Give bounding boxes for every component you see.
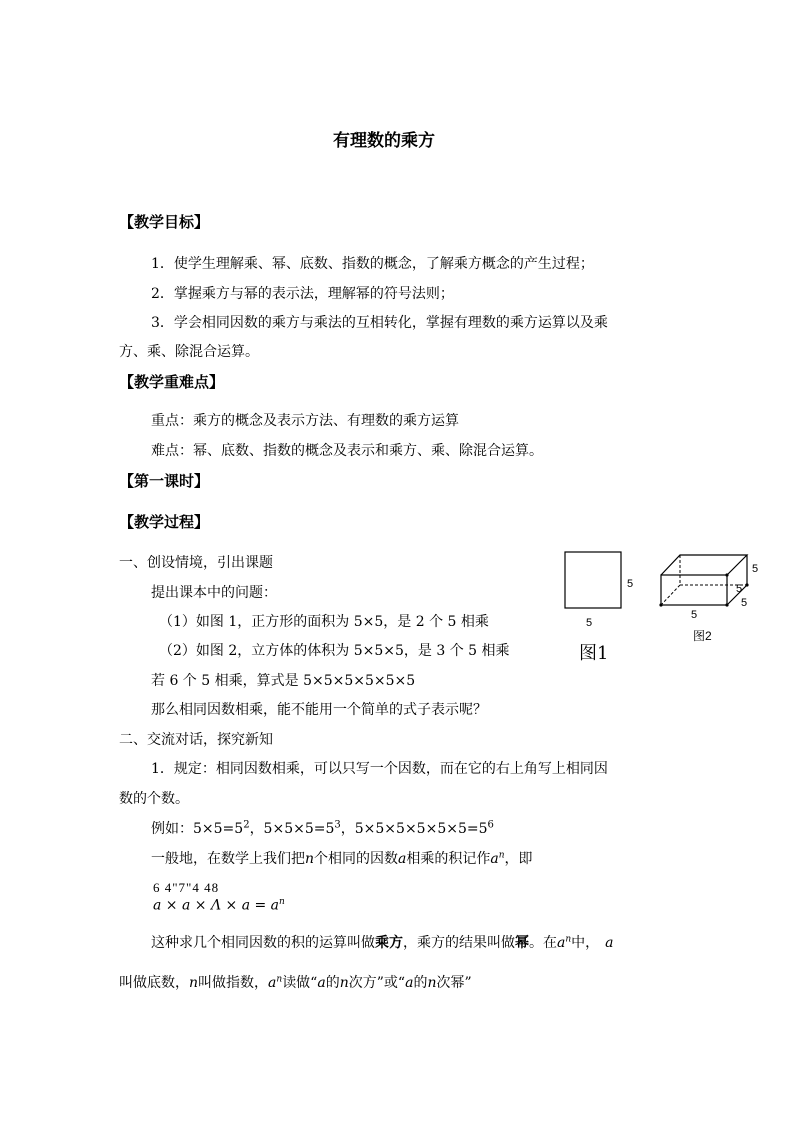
formula-expression: a × a × Λ × a = a bbox=[153, 897, 280, 914]
definition-line-1 bbox=[151, 932, 614, 952]
general-an-exponent: n bbox=[498, 850, 505, 861]
def2-text-1: 叫做底数， bbox=[119, 975, 189, 991]
def2-text-4: 的 bbox=[325, 975, 340, 991]
box-top-edge bbox=[661, 555, 747, 575]
box-corner-dot bbox=[659, 603, 662, 606]
example-prefix: 例如： bbox=[151, 821, 193, 837]
fig1-caption: 图1 bbox=[579, 643, 609, 664]
rule-line-1: 1．规定：相同因数相乘，可以只写一个因数，而在它的右上角写上相同因 bbox=[151, 761, 608, 777]
formula-main bbox=[153, 897, 285, 914]
box-front-face bbox=[661, 575, 727, 605]
fig1-side-label: 5 bbox=[627, 578, 634, 590]
example-1: 5×5=5 bbox=[193, 821, 244, 837]
process-heading: 【教学过程】 bbox=[119, 513, 210, 531]
figure-2 bbox=[652, 545, 772, 625]
def2-a3: a bbox=[405, 975, 414, 991]
goals-heading: 【教学目标】 bbox=[119, 213, 210, 231]
def2-text-3: 读做“ bbox=[282, 975, 318, 991]
box-corner-dot bbox=[725, 603, 728, 606]
fig2-label-front: 5 bbox=[736, 583, 743, 595]
goal-1: 1．使学生理解乘、幂、底数、指数的概念，了解乘方概念的产生过程； bbox=[151, 256, 594, 272]
box-corner-dot bbox=[725, 573, 728, 576]
formula-exponent: n bbox=[279, 897, 285, 907]
general-an-base: a bbox=[490, 851, 499, 867]
def2-n: n bbox=[189, 975, 199, 991]
part1-title: 一、创设情境，引出课题 bbox=[119, 555, 273, 571]
part1-question-4: 那么相同因数相乘，能不能用一个简单的式子表示呢？ bbox=[151, 702, 487, 718]
fig2-label-depth: 5 bbox=[741, 597, 748, 609]
def1-a: a bbox=[557, 935, 566, 951]
fig1-bottom-label: 5 bbox=[586, 617, 593, 629]
part1-question-3: 若 6 个 5 相乘，算式是 5×5×5×5×5×5 bbox=[151, 673, 416, 689]
goal-3-cont: 方、乘、除混合运算。 bbox=[119, 344, 259, 360]
def1-a2: a bbox=[605, 935, 614, 951]
part2-title: 二、交流对话，探究新知 bbox=[119, 732, 273, 748]
rule-line-2: 数的个数。 bbox=[119, 791, 189, 807]
definition-line-2 bbox=[119, 972, 472, 992]
general-definition bbox=[151, 848, 533, 868]
fig2-label-right: 5 bbox=[752, 563, 759, 575]
part1-question-2: （2）如图 2，立方体的体积为 5×5×5，是 3 个 5 相乘 bbox=[159, 643, 510, 659]
def2-text-2: 叫做指数， bbox=[198, 975, 269, 991]
fig2-caption: 图2 bbox=[693, 629, 712, 643]
goal-2: 2．掌握乘方与幂的表示法，理解幂的符号法则； bbox=[151, 286, 454, 302]
def1-text-3: 。在 bbox=[529, 935, 557, 951]
box-corner-dot bbox=[745, 583, 748, 586]
example-3: ，5×5×5×5×5×5=5 bbox=[340, 821, 488, 837]
lesson-heading: 【第一课时】 bbox=[119, 472, 210, 490]
def2-n3: n bbox=[427, 975, 437, 991]
example-2-exponent: 3 bbox=[334, 819, 341, 831]
fig2-label-bottom: 5 bbox=[691, 609, 698, 621]
def1-text-4: 中， bbox=[571, 935, 600, 951]
key-point-1: 重点：乘方的概念及表示方法、有理数的乘方运算 bbox=[151, 413, 459, 429]
example-1-exponent: 2 bbox=[243, 819, 250, 831]
page-title: 有理数的乘方 bbox=[333, 131, 435, 151]
def2-exponent: n bbox=[276, 974, 283, 985]
general-text-2: 个相同的因数 bbox=[314, 851, 399, 867]
def1-exponent: n bbox=[565, 934, 572, 945]
def2-n2: n bbox=[339, 975, 349, 991]
def2-text-7: 次幂” bbox=[436, 975, 472, 991]
def1-text-2: ，乘方的结果叫做 bbox=[403, 935, 515, 951]
example-2: ，5×5×5=5 bbox=[249, 821, 335, 837]
examples-line bbox=[151, 818, 494, 838]
part1-intro: 提出课本中的问题： bbox=[151, 585, 277, 601]
term-power: 幂 bbox=[515, 935, 529, 951]
def2-a: a bbox=[268, 975, 277, 991]
key-heading: 【教学重难点】 bbox=[119, 373, 225, 391]
goal-3: 3．学会相同因数的乘方与乘法的互相转化，掌握有理数的乘方运算以及乘 bbox=[151, 315, 608, 331]
general-text-3: 相乘的积记作 bbox=[406, 851, 491, 867]
box-hidden-depth bbox=[661, 585, 680, 605]
def2-text-6: 的 bbox=[413, 975, 428, 991]
general-text-4: ，即 bbox=[504, 851, 533, 867]
square-shape bbox=[565, 552, 621, 608]
def2-a2: a bbox=[317, 975, 326, 991]
formula-brace-garble: 6 4"7"4 48 bbox=[153, 880, 220, 895]
def1-text-1: 这种求几个相同因数的积的运算叫做 bbox=[151, 935, 375, 951]
general-n: n bbox=[305, 851, 315, 867]
general-a: a bbox=[398, 851, 407, 867]
general-text-1: 一般地，在数学上我们把 bbox=[151, 851, 305, 867]
example-3-exponent: 6 bbox=[487, 819, 494, 831]
part1-question-1: （1）如图 1，正方形的面积为 5×5，是 2 个 5 相乘 bbox=[159, 614, 489, 630]
def2-text-5: 次方”或“ bbox=[348, 975, 406, 991]
term-exponentiation: 乘方 bbox=[375, 935, 403, 951]
key-point-2: 难点：幂、底数、指数的概念及表示和乘方、乘、除混合运算。 bbox=[151, 443, 543, 459]
